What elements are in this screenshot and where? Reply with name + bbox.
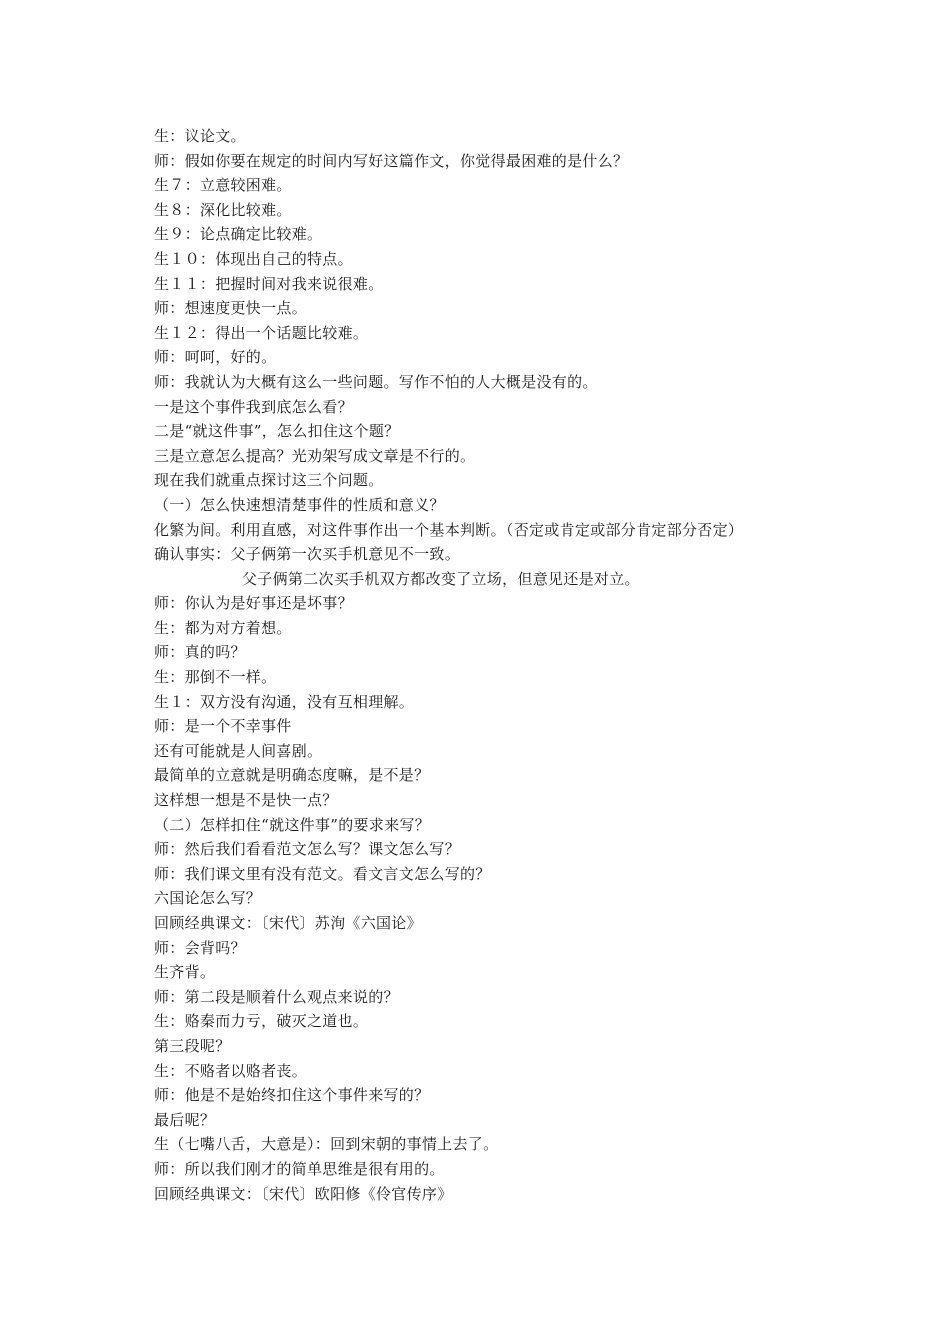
text-line: 生齐背。 (154, 963, 216, 982)
text-line: 师：是一个不幸事件 (154, 717, 292, 736)
text-line: 生８：深化比较难。 (154, 200, 292, 219)
document-body (154, 124, 914, 1206)
text-line: 这样想一想是不是快一点？ (154, 791, 338, 810)
text-line: 生：议论文。 (154, 127, 246, 145)
text-line-indented: 父子俩第二次买手机双方都改变了立场，但意见还是对立。 (242, 569, 640, 588)
text-line: 六国论怎么写？ (154, 889, 262, 908)
text-line: 一是这个事件我到底怎么看？ (154, 397, 353, 416)
text-line: 生：赂秦而力亏，破灭之道也。 (154, 1012, 369, 1031)
text-line: 师：他是不是始终扣住这个事件来写的？ (154, 1086, 430, 1105)
text-line: 师：第二段是顺着什么观点来说的？ (154, 987, 399, 1006)
text-line: 三是立意怎么提高？光劝架写成文章是不行的。 (154, 446, 476, 465)
text-line: 还有可能就是人间喜剧。 (154, 741, 323, 760)
text-line: 师：真的吗？ (154, 643, 246, 662)
text-line: 回顾经典课文：〔宋代〕欧阳修《伶官传序》 (154, 1184, 453, 1203)
text-line: 二是“就这件事”，怎么扣住这个题？ (154, 422, 400, 441)
text-line: 第三段呢？ (154, 1036, 231, 1055)
text-line: 师：会背吗？ (154, 938, 246, 957)
text-line: 生（七嘴八舌，大意是）：回到宋朝的事情上去了。 (154, 1135, 499, 1154)
text-line: 师：所以我们刚才的简单思维是很有用的。 (154, 1159, 445, 1178)
text-line: 最后呢？ (154, 1110, 216, 1129)
text-line: 师：想速度更快一点。 (154, 299, 308, 318)
text-line: 师：然后我们看看范文怎么写？课文怎么写？ (154, 840, 461, 859)
text-line: 生７：立意较困难。 (154, 176, 292, 195)
text-line: 师：假如你要在规定的时间内写好这篇作文，你觉得最困难的是什么？ (154, 151, 629, 170)
text-line: 生：不赂者以赂者丧。 (154, 1061, 308, 1080)
text-line: 生：那倒不一样。 (154, 668, 277, 687)
text-line: 确认事实：父子俩第一次买手机意见不一致。 (154, 545, 461, 564)
text-line: 师：我就认为大概有这么一些问题。写作不怕的人大概是没有的。 (154, 372, 598, 391)
section-heading: （一）怎么快速想清楚事件的性质和意义？ (154, 495, 445, 514)
text-line: 最简单的立意就是明确态度嘛，是不是？ (154, 766, 430, 785)
text-line: 生１１：把握时间对我来说很难。 (154, 274, 384, 293)
text-line: 生１０：体现出自己的特点。 (154, 249, 353, 268)
text-line: 师：你认为是好事还是坏事？ (154, 594, 353, 613)
text-line: 回顾经典课文：〔宋代〕苏洵《六国论》 (154, 914, 422, 932)
text-line: 师：呵呵，好的。 (154, 348, 277, 367)
text-line: 化繁为间。利用直感，对这件事作出一个基本判断。（否定或肯定或部分肯定部分否定） (154, 520, 744, 539)
text-line: 师：我们课文里有没有范文。看文言文怎么写的？ (154, 864, 491, 883)
text-line: 生：都为对方着想。 (154, 618, 292, 637)
text-line: 生１２：得出一个话题比较难。 (154, 323, 369, 342)
text-line: 现在我们就重点探讨这三个问题。 (154, 471, 384, 490)
section-heading: （二）怎样扣住“就这件事”的要求来写？ (154, 815, 431, 834)
text-line: 生９：论点确定比较难。 (154, 225, 323, 244)
text-line: 生１：双方没有沟通，没有互相理解。 (154, 692, 415, 711)
